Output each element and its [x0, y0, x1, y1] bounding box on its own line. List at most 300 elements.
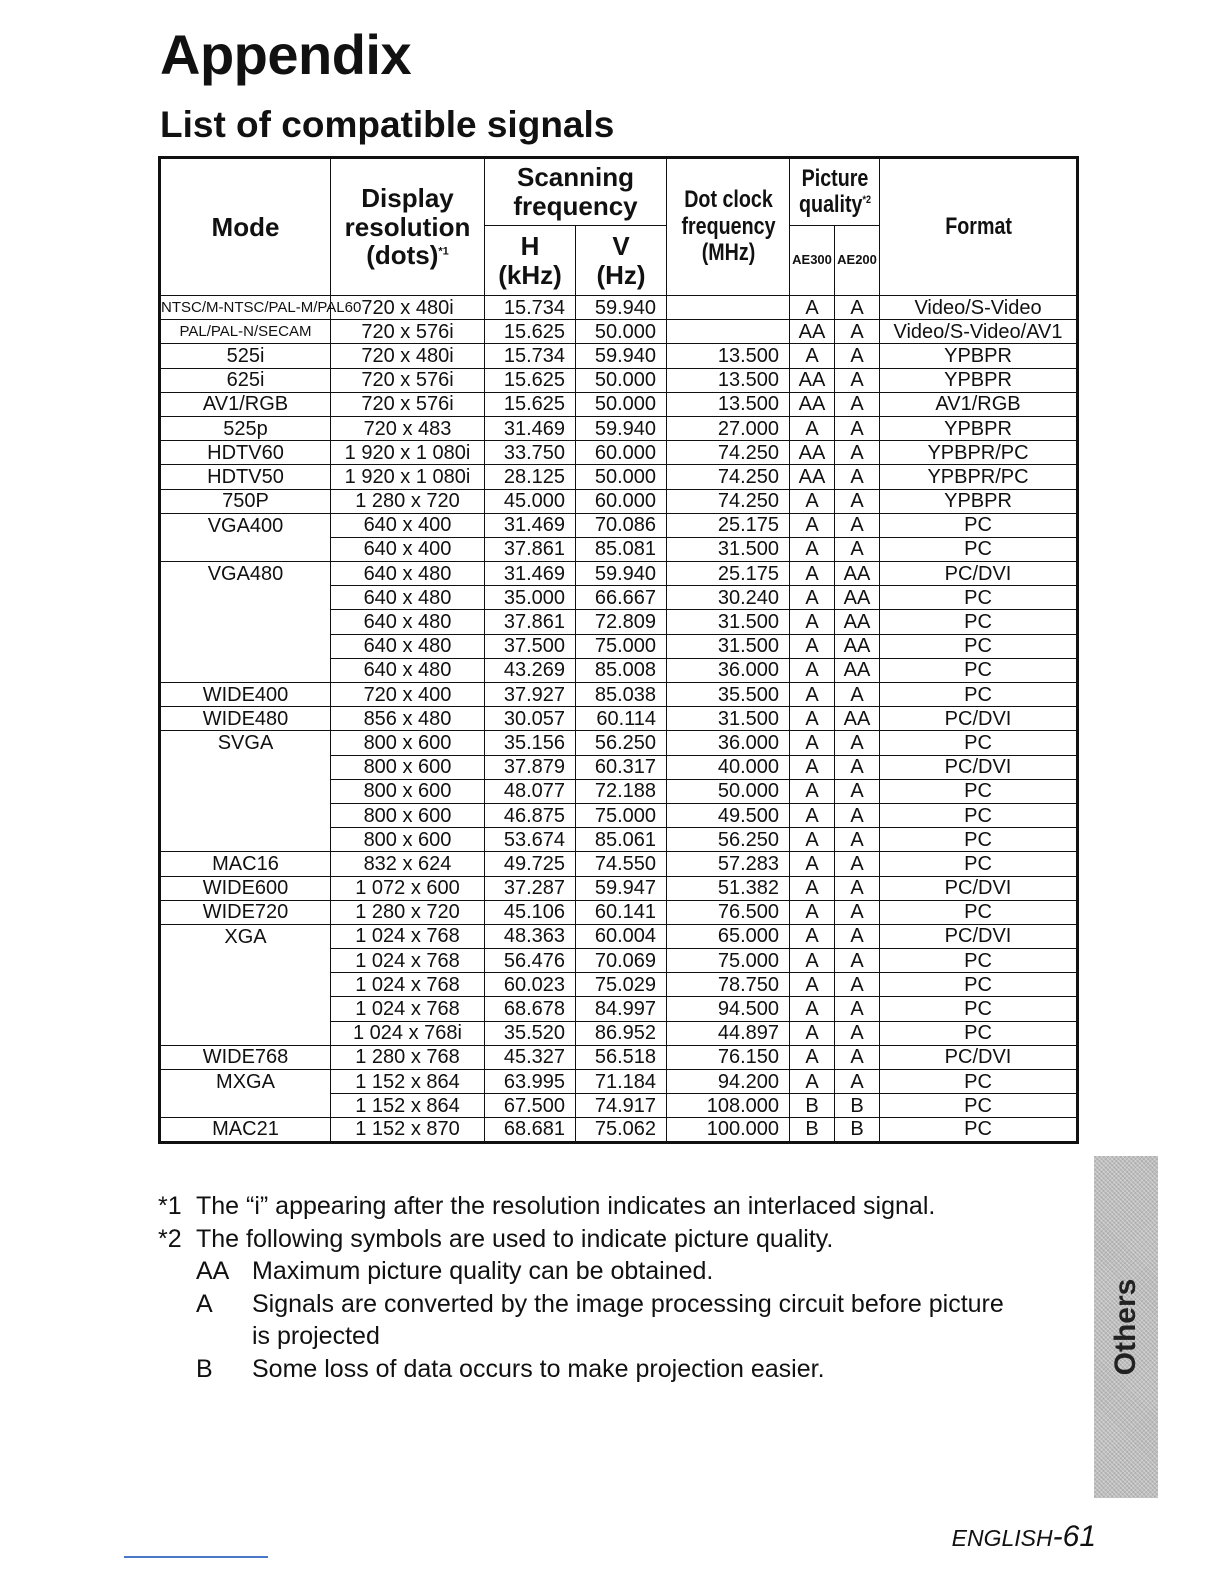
dot-clock-cell: 75.000: [667, 949, 790, 973]
resolution-cell: 800 x 600: [331, 828, 485, 852]
ae200-cell: A: [835, 1021, 880, 1045]
table-row: [160, 949, 1078, 973]
ae200-cell: A: [835, 465, 880, 489]
ae300-cell: A: [790, 296, 835, 320]
h-freq-cell: 35.156: [485, 731, 576, 755]
dot-clock-cell: 51.382: [667, 876, 790, 900]
h-freq-cell: 37.927: [485, 683, 576, 707]
mode-cell: MXGA: [160, 1070, 331, 1094]
table-row: [160, 465, 1078, 489]
format-cell: PC: [880, 683, 1078, 707]
mode-cell: WIDE768: [160, 1045, 331, 1069]
resolution-cell: 1 152 x 870: [331, 1118, 485, 1142]
v-freq-cell: 84.997: [576, 997, 667, 1021]
ae200-cell: A: [835, 949, 880, 973]
h-freq-cell: 31.469: [485, 562, 576, 586]
v-freq-cell: 59.940: [576, 416, 667, 440]
v-freq-cell: 70.069: [576, 949, 667, 973]
ae300-cell: A: [790, 900, 835, 924]
dot-clock-cell: 25.175: [667, 513, 790, 537]
v-freq-cell: 59.940: [576, 296, 667, 320]
format-cell: PC: [880, 1021, 1078, 1045]
mode-cell: [160, 537, 331, 561]
ae200-cell: A: [835, 416, 880, 440]
format-cell: PC: [880, 658, 1078, 682]
ae200-cell: A: [835, 924, 880, 948]
ae300-cell: A: [790, 513, 835, 537]
dot-clock-cell: 78.750: [667, 973, 790, 997]
table-row: [160, 707, 1078, 731]
h-freq-cell: 49.725: [485, 852, 576, 876]
format-cell: PC: [880, 803, 1078, 827]
signal-rows: [160, 296, 1078, 1143]
dot-clock-cell: 65.000: [667, 924, 790, 948]
h-freq-cell: 68.681: [485, 1118, 576, 1142]
table-row: [160, 876, 1078, 900]
dot-clock-cell: 35.500: [667, 683, 790, 707]
dot-clock-cell: 44.897: [667, 1021, 790, 1045]
format-cell: PC: [880, 997, 1078, 1021]
dot-clock-cell: 57.283: [667, 852, 790, 876]
legend-b: B Some loss of data occurs to make projection easier.: [196, 1354, 825, 1383]
resolution-cell: 800 x 600: [331, 755, 485, 779]
dot-clock-cell: 13.500: [667, 344, 790, 368]
table-row: [160, 320, 1078, 344]
format-cell: PC: [880, 537, 1078, 561]
format-cell: PC/DVI: [880, 1045, 1078, 1069]
format-cell: PC: [880, 949, 1078, 973]
resolution-cell: 800 x 600: [331, 731, 485, 755]
ae200-cell: A: [835, 513, 880, 537]
h-freq-cell: 43.269: [485, 658, 576, 682]
v-freq-cell: 50.000: [576, 368, 667, 392]
mode-cell: [160, 973, 331, 997]
dot-clock-cell: 76.150: [667, 1045, 790, 1069]
resolution-cell: 720 x 480i: [331, 296, 485, 320]
mode-cell: [160, 586, 331, 610]
table-row: [160, 852, 1078, 876]
resolution-cell: 640 x 400: [331, 513, 485, 537]
ae200-cell: A: [835, 1045, 880, 1069]
mode-cell: WIDE720: [160, 900, 331, 924]
dot-clock-cell: 40.000: [667, 755, 790, 779]
ae200-cell: A: [835, 779, 880, 803]
dot-clock-cell: 36.000: [667, 658, 790, 682]
v-freq-cell: 50.000: [576, 320, 667, 344]
footnote-2: *2 The following symbols are used to indicate picture quality.: [158, 1224, 834, 1253]
table-row: [160, 1118, 1078, 1142]
h-freq-cell: 45.106: [485, 900, 576, 924]
ae200-cell: A: [835, 828, 880, 852]
footnote-1: *1 The “i” appearing after the resolution indicates an interlaced signal.: [158, 1192, 936, 1220]
h-freq-cell: 46.875: [485, 803, 576, 827]
mode-cell: HDTV50: [160, 465, 331, 489]
dot-clock-cell: 13.500: [667, 392, 790, 416]
ae300-cell: A: [790, 537, 835, 561]
mode-cell: WIDE600: [160, 876, 331, 900]
dot-clock-cell: 94.500: [667, 997, 790, 1021]
mode-cell: MAC21: [160, 1118, 331, 1142]
table-row: [160, 683, 1078, 707]
mode-cell: WIDE480: [160, 707, 331, 731]
ae200-cell: AA: [835, 610, 880, 634]
ae300-cell: A: [790, 416, 835, 440]
table-row: [160, 562, 1078, 586]
table-row: [160, 392, 1078, 416]
h-freq-cell: 37.287: [485, 876, 576, 900]
ae200-cell: A: [835, 973, 880, 997]
ae300-cell: A: [790, 610, 835, 634]
resolution-cell: 640 x 480: [331, 562, 485, 586]
ae200-cell: A: [835, 368, 880, 392]
mode-cell: [160, 949, 331, 973]
v-freq-cell: 74.917: [576, 1094, 667, 1118]
resolution-cell: 640 x 480: [331, 610, 485, 634]
ae300-cell: A: [790, 562, 835, 586]
mode-cell: HDTV60: [160, 441, 331, 465]
resolution-cell: 720 x 480i: [331, 344, 485, 368]
mode-cell: [160, 803, 331, 827]
mode-cell: 525p: [160, 416, 331, 440]
format-cell: PC: [880, 610, 1078, 634]
v-freq-cell: 59.940: [576, 344, 667, 368]
v-freq-cell: 66.667: [576, 586, 667, 610]
table-row: [160, 537, 1078, 561]
dot-clock-cell: [667, 320, 790, 344]
ae200-cell: A: [835, 344, 880, 368]
mode-cell: 750P: [160, 489, 331, 513]
h-freq-cell: 15.625: [485, 368, 576, 392]
ae300-cell: A: [790, 1021, 835, 1045]
dot-clock-cell: 27.000: [667, 416, 790, 440]
dot-clock-cell: 31.500: [667, 634, 790, 658]
format-cell: Video/S-Video: [880, 296, 1078, 320]
resolution-cell: 640 x 400: [331, 537, 485, 561]
dot-clock-cell: 76.500: [667, 900, 790, 924]
h-freq-cell: 15.734: [485, 344, 576, 368]
table-row: [160, 803, 1078, 827]
v-freq-cell: 60.317: [576, 755, 667, 779]
dot-clock-cell: 31.500: [667, 537, 790, 561]
ae200-cell: B: [835, 1118, 880, 1142]
h-freq-cell: 37.861: [485, 537, 576, 561]
format-cell: PC: [880, 1094, 1078, 1118]
resolution-cell: 1 024 x 768: [331, 973, 485, 997]
v-freq-cell: 85.061: [576, 828, 667, 852]
v-freq-cell: 70.086: [576, 513, 667, 537]
table-row: [160, 1094, 1078, 1118]
table-row: [160, 586, 1078, 610]
v-freq-cell: 50.000: [576, 392, 667, 416]
resolution-cell: 640 x 480: [331, 586, 485, 610]
ae200-cell: A: [835, 392, 880, 416]
mode-cell: MAC16: [160, 852, 331, 876]
table-row: [160, 344, 1078, 368]
dot-clock-cell: 74.250: [667, 441, 790, 465]
format-cell: PC/DVI: [880, 924, 1078, 948]
ae200-cell: A: [835, 803, 880, 827]
ae300-header: AE300: [790, 226, 835, 296]
ae300-cell: A: [790, 755, 835, 779]
format-cell: YPBPR: [880, 344, 1078, 368]
dot-clock-cell: 31.500: [667, 707, 790, 731]
format-cell: PC/DVI: [880, 562, 1078, 586]
resolution-cell: 800 x 600: [331, 779, 485, 803]
v-freq-cell: 50.000: [576, 465, 667, 489]
h-khz-header: H (kHz): [485, 226, 576, 296]
resolution-cell: 1 920 x 1 080i: [331, 465, 485, 489]
h-freq-cell: 45.000: [485, 489, 576, 513]
table-row: [160, 489, 1078, 513]
table-row: [160, 610, 1078, 634]
format-cell: PC: [880, 731, 1078, 755]
ae200-cell: A: [835, 755, 880, 779]
v-freq-cell: 85.081: [576, 537, 667, 561]
ae300-cell: B: [790, 1118, 835, 1142]
dot-clock-cell: 13.500: [667, 368, 790, 392]
v-freq-cell: 60.000: [576, 441, 667, 465]
format-cell: YPBPR: [880, 368, 1078, 392]
h-freq-cell: 15.625: [485, 320, 576, 344]
v-hz-header: V (Hz): [576, 226, 667, 296]
legend-a: A Signals are converted by the image processing circuit before picture is projected: [196, 1289, 1004, 1350]
format-cell: PC: [880, 586, 1078, 610]
format-cell: PC: [880, 852, 1078, 876]
mode-cell: [160, 755, 331, 779]
mode-cell: [160, 1021, 331, 1045]
h-freq-cell: 31.469: [485, 513, 576, 537]
table-row: [160, 731, 1078, 755]
table-row: [160, 900, 1078, 924]
h-freq-cell: 37.861: [485, 610, 576, 634]
dot-clock-cell: [667, 296, 790, 320]
table-row: [160, 296, 1078, 320]
dot-clock-cell: 25.175: [667, 562, 790, 586]
resolution-cell: 1 280 x 720: [331, 489, 485, 513]
table-row: [160, 1021, 1078, 1045]
side-tab-label: Others: [1109, 1278, 1142, 1376]
dot-clock-cell: 49.500: [667, 803, 790, 827]
mode-header: Mode: [160, 158, 331, 296]
resolution-cell: 1 024 x 768i: [331, 1021, 485, 1045]
display-resolution-header: Display resolution (dots)$^{*1}$: [331, 158, 485, 296]
h-freq-cell: 45.327: [485, 1045, 576, 1069]
compatible-signals-table: [158, 156, 1079, 1144]
mode-cell: [160, 610, 331, 634]
ae200-cell: A: [835, 683, 880, 707]
format-cell: YPBPR: [880, 489, 1078, 513]
table-row: [160, 416, 1078, 440]
scanning-frequency-header: Scanning frequency: [485, 158, 667, 226]
page-footer: [952, 1520, 1096, 1554]
mode-cell: WIDE400: [160, 683, 331, 707]
page-number: -61: [1052, 1520, 1096, 1553]
bottom-rule: [124, 1556, 268, 1558]
ae300-cell: A: [790, 1045, 835, 1069]
v-freq-cell: 85.008: [576, 658, 667, 682]
v-freq-cell: 60.000: [576, 489, 667, 513]
ae300-cell: AA: [790, 392, 835, 416]
v-freq-cell: 59.947: [576, 876, 667, 900]
ae300-cell: B: [790, 1094, 835, 1118]
format-cell: PC/DVI: [880, 755, 1078, 779]
v-freq-cell: 74.550: [576, 852, 667, 876]
ae300-cell: A: [790, 852, 835, 876]
resolution-cell: 720 x 483: [331, 416, 485, 440]
h-freq-cell: 53.674: [485, 828, 576, 852]
resolution-cell: 856 x 480: [331, 707, 485, 731]
table-row: [160, 1070, 1078, 1094]
mode-cell: [160, 1094, 331, 1118]
picture-quality-header: Picture quality$^{*2}$: [798, 158, 872, 226]
v-freq-cell: 56.518: [576, 1045, 667, 1069]
section-subtitle: List of compatible signals: [160, 104, 615, 145]
ae300-cell: AA: [790, 320, 835, 344]
format-cell: PC/DVI: [880, 707, 1078, 731]
h-freq-cell: 30.057: [485, 707, 576, 731]
format-cell: PC: [880, 973, 1078, 997]
ae300-cell: A: [790, 803, 835, 827]
dot-clock-cell: 108.000: [667, 1094, 790, 1118]
legend-aa: AA Maximum picture quality can be obtained.: [196, 1257, 714, 1285]
table-row: [160, 973, 1078, 997]
v-freq-cell: 72.188: [576, 779, 667, 803]
ae300-cell: A: [790, 586, 835, 610]
ae200-cell: A: [835, 997, 880, 1021]
ae200-cell: AA: [835, 586, 880, 610]
ae300-cell: AA: [790, 368, 835, 392]
v-freq-cell: 75.000: [576, 634, 667, 658]
mode-cell: PAL/PAL-N/SECAM: [160, 320, 331, 344]
h-freq-cell: 15.734: [485, 296, 576, 320]
h-freq-cell: 68.678: [485, 997, 576, 1021]
resolution-cell: 720 x 576i: [331, 368, 485, 392]
format-cell: YPBPR: [880, 416, 1078, 440]
v-freq-cell: 60.141: [576, 900, 667, 924]
mode-cell: NTSC/M-NTSC/PAL-M/PAL60: [160, 296, 331, 320]
table-row: [160, 779, 1078, 803]
h-freq-cell: 15.625: [485, 392, 576, 416]
format-cell: PC: [880, 779, 1078, 803]
mode-cell: AV1/RGB: [160, 392, 331, 416]
mode-cell: 525i: [160, 344, 331, 368]
resolution-cell: 1 280 x 768: [331, 1045, 485, 1069]
resolution-cell: 1 152 x 864: [331, 1094, 485, 1118]
resolution-cell: 1 280 x 720: [331, 900, 485, 924]
resolution-cell: 1 152 x 864: [331, 1070, 485, 1094]
mode-cell: [160, 658, 331, 682]
dot-clock-cell: 74.250: [667, 465, 790, 489]
ae200-cell: A: [835, 537, 880, 561]
v-freq-cell: 59.940: [576, 562, 667, 586]
footnotes: [158, 1190, 1004, 1385]
resolution-cell: 640 x 480: [331, 634, 485, 658]
ae300-cell: A: [790, 828, 835, 852]
h-freq-cell: 63.995: [485, 1070, 576, 1094]
ae300-cell: A: [790, 731, 835, 755]
ae200-cell: A: [835, 900, 880, 924]
ae200-cell: A: [835, 296, 880, 320]
format-cell: Video/S-Video/AV1: [880, 320, 1078, 344]
ae300-cell: A: [790, 924, 835, 948]
v-freq-cell: 60.004: [576, 924, 667, 948]
v-freq-cell: 85.038: [576, 683, 667, 707]
mode-cell: [160, 828, 331, 852]
v-freq-cell: 56.250: [576, 731, 667, 755]
footer-language: ENGLISH: [951, 1525, 1053, 1551]
dot-clock-cell: 31.500: [667, 610, 790, 634]
format-header: Format: [897, 158, 1059, 296]
dot-clock-header: Dot clock frequency (MHz): [678, 158, 779, 296]
ae300-cell: A: [790, 634, 835, 658]
ae300-cell: A: [790, 683, 835, 707]
ae200-cell: A: [835, 489, 880, 513]
table-row: [160, 828, 1078, 852]
ae300-cell: A: [790, 973, 835, 997]
v-freq-cell: 75.062: [576, 1118, 667, 1142]
h-freq-cell: 56.476: [485, 949, 576, 973]
ae300-cell: A: [790, 876, 835, 900]
dot-clock-cell: 50.000: [667, 779, 790, 803]
format-cell: PC: [880, 513, 1078, 537]
h-freq-cell: 67.500: [485, 1094, 576, 1118]
table-row: [160, 924, 1078, 948]
resolution-cell: 1 024 x 768: [331, 949, 485, 973]
mode-cell: 625i: [160, 368, 331, 392]
format-cell: PC: [880, 828, 1078, 852]
h-freq-cell: 37.500: [485, 634, 576, 658]
mode-cell: VGA400: [160, 513, 331, 537]
v-freq-cell: 86.952: [576, 1021, 667, 1045]
format-cell: PC: [880, 900, 1078, 924]
format-cell: PC: [880, 1070, 1078, 1094]
dot-clock-cell: 74.250: [667, 489, 790, 513]
table-row: [160, 1045, 1078, 1069]
h-freq-cell: 33.750: [485, 441, 576, 465]
ae300-cell: A: [790, 949, 835, 973]
table-row: [160, 634, 1078, 658]
ae300-cell: A: [790, 344, 835, 368]
table-row: [160, 658, 1078, 682]
ae300-cell: A: [790, 1070, 835, 1094]
v-freq-cell: 60.114: [576, 707, 667, 731]
format-cell: YPBPR/PC: [880, 465, 1078, 489]
resolution-cell: 1 024 x 768: [331, 997, 485, 1021]
ae200-cell: A: [835, 731, 880, 755]
ae300-cell: AA: [790, 465, 835, 489]
ae200-cell: AA: [835, 634, 880, 658]
h-freq-cell: 37.879: [485, 755, 576, 779]
v-freq-cell: 75.000: [576, 803, 667, 827]
mode-cell: XGA: [160, 924, 331, 948]
mode-cell: SVGA: [160, 731, 331, 755]
v-freq-cell: 75.029: [576, 973, 667, 997]
table-row: [160, 441, 1078, 465]
section-side-tab: [1094, 1156, 1158, 1498]
ae200-cell: A: [835, 852, 880, 876]
h-freq-cell: 48.363: [485, 924, 576, 948]
format-cell: PC/DVI: [880, 876, 1078, 900]
resolution-cell: 1 024 x 768: [331, 924, 485, 948]
table-row: [160, 513, 1078, 537]
mode-cell: [160, 779, 331, 803]
v-freq-cell: 71.184: [576, 1070, 667, 1094]
format-cell: AV1/RGB: [880, 392, 1078, 416]
ae200-cell: A: [835, 1070, 880, 1094]
resolution-cell: 1 072 x 600: [331, 876, 485, 900]
dot-clock-cell: 94.200: [667, 1070, 790, 1094]
ae200-cell: AA: [835, 707, 880, 731]
